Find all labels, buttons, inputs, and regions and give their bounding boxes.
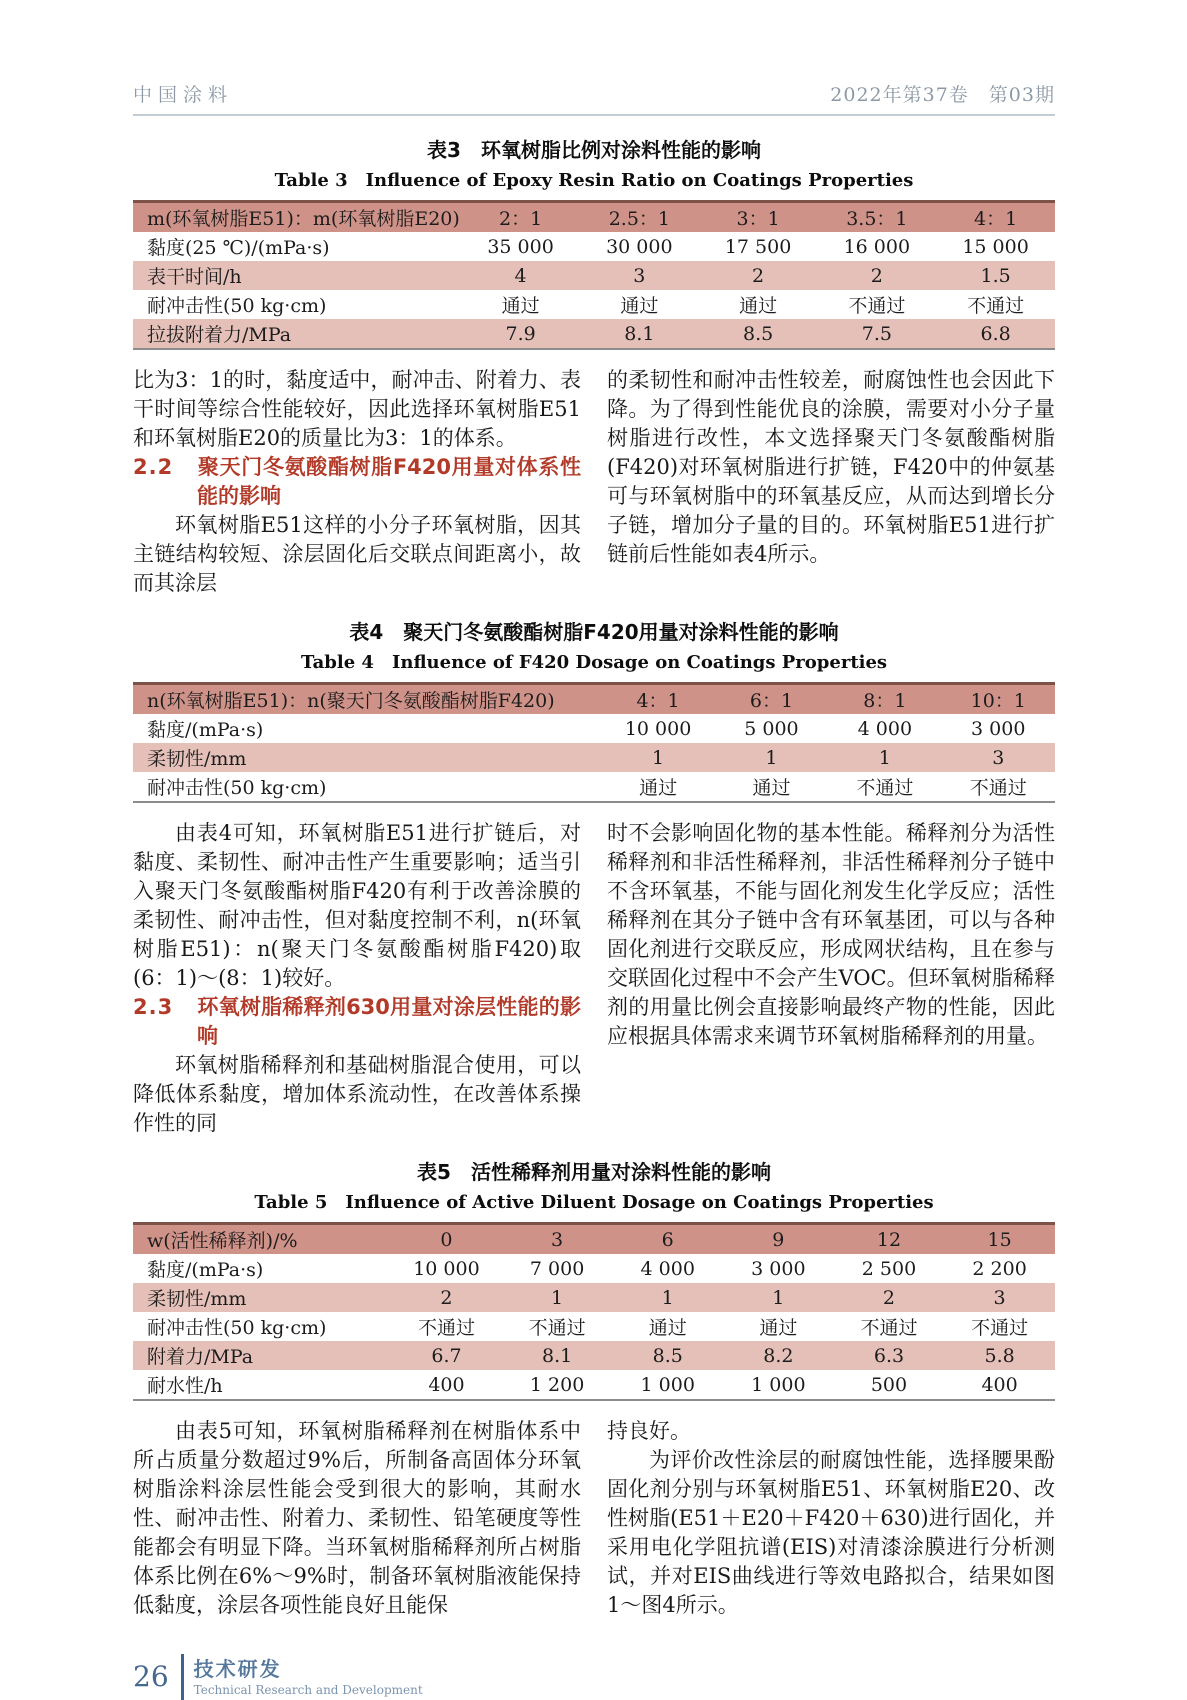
table3-title-en: Table 3 Influence of Epoxy Resin Ratio on Coatings Properties xyxy=(274,170,914,191)
page-footer xyxy=(133,1654,1055,1700)
cell-value: 2 200 xyxy=(972,1257,1027,1280)
cell-value: 4：1 xyxy=(974,208,1018,230)
cell-value: 35 000 xyxy=(487,235,554,258)
table-row xyxy=(133,1370,1055,1399)
cell-value: 2.5：1 xyxy=(608,208,670,230)
cell-value: 8.1 xyxy=(624,322,655,345)
cell-value: 2 xyxy=(882,1286,896,1309)
table-row xyxy=(133,1254,1055,1283)
cell-value: 10 000 xyxy=(413,1257,480,1280)
cell-value: 5.8 xyxy=(984,1344,1015,1367)
cell-value: 4 xyxy=(514,264,527,287)
row-label: 耐水性/h xyxy=(147,1375,223,1397)
cell-value: 不通过 xyxy=(967,295,1025,317)
cell-value: 1 xyxy=(878,746,891,769)
cell-value: 6：1 xyxy=(749,690,794,712)
cell-value: 2 xyxy=(870,264,883,287)
paragraph: 持良好。 xyxy=(607,1419,691,1443)
row-label: 表干时间/h xyxy=(147,266,242,288)
table-row xyxy=(133,1341,1055,1370)
cell-value: 15 000 xyxy=(962,235,1029,258)
page-content xyxy=(133,0,1055,1700)
cell-value: 7.5 xyxy=(861,322,892,345)
paragraph: 环氧树脂稀释剂和基础树脂混合使用，可以降低体系黏度，增加体系流动性，在改善体系操作性的同 xyxy=(133,1053,581,1135)
footer-section-en: Technical Research and Development xyxy=(193,1682,423,1697)
table-row xyxy=(133,203,1055,232)
cell-value: 3：1 xyxy=(736,208,780,230)
cell-value: 5 000 xyxy=(744,717,799,740)
cell-value: 30 000 xyxy=(606,235,673,258)
row-label: 柔韧性/mm xyxy=(147,748,247,770)
cell-value: 6 xyxy=(661,1228,674,1251)
table3 xyxy=(133,200,1055,350)
section-heading: 2.3 环氧树脂稀释剂630用量对涂层性能的影响 xyxy=(133,995,581,1048)
row-label: m(环氧树脂E51)：m(环氧树脂E20) xyxy=(147,208,460,230)
cell-value: 不通过 xyxy=(417,1317,475,1339)
table-row xyxy=(133,261,1055,290)
right-column xyxy=(607,1417,1055,1620)
row-label: 耐冲击性(50 kg·cm) xyxy=(147,295,327,317)
cell-value: 400 xyxy=(981,1373,1018,1396)
cell-value: 1 200 xyxy=(529,1373,585,1396)
cell-value: 7 000 xyxy=(529,1257,585,1280)
text-block-1 xyxy=(133,366,1055,598)
cell-value: 通过 xyxy=(759,1317,798,1339)
table-row xyxy=(133,232,1055,261)
table4-title-en: Table 4 Influence of F420 Dosage on Coatings Properties xyxy=(300,652,888,673)
row-label: n(环氧树脂E51)：n(聚天门冬氨酸酯树脂F420) xyxy=(147,690,555,712)
cell-value: 2 500 xyxy=(861,1257,917,1280)
cell-value: 通过 xyxy=(501,295,540,317)
cell-value: 3 xyxy=(992,746,1005,769)
cell-value: 8.1 xyxy=(541,1344,573,1367)
cell-value: 通过 xyxy=(639,777,678,799)
cell-value: 2 xyxy=(752,264,765,287)
cell-value: 3 000 xyxy=(971,717,1026,740)
cell-value: 不通过 xyxy=(860,1317,918,1339)
cell-value: 8.2 xyxy=(763,1344,794,1367)
section-number: 2.2 xyxy=(133,455,174,479)
cell-value: 不通过 xyxy=(969,777,1027,799)
cell-value: 7.9 xyxy=(505,322,536,345)
paragraph: 由表5可知，环氧树脂稀释剂在树脂体系中所占质量分数超过9%后，所制备高固体分环氧树脂涂料涂层性能会受到很大的影响，其耐水性、耐冲击性、附着力、柔韧性、铅笔硬度等性能都会有明显下降。当环氧树脂稀释剂所占树脂体系比例在6%～9%时，制备环氧树脂液能保持低黏度，涂层各项性能良好且能保 xyxy=(133,1419,581,1617)
paragraph: 的柔韧性和耐冲击性较差，耐腐蚀性也会因此下降。为了得到性能优良的涂膜，需要对小分子量树脂进行改性，本文选择聚天门冬氨酸酯树脂(F420)对环氧树脂进行扩链，F420中的仲氨基可与环氧树脂中的环氧基反应，从而达到增长分子链，增加分子量的目的。环氧树脂E51进行扩链前后性能如表4所示。 xyxy=(607,368,1055,566)
cell-value: 通过 xyxy=(648,1317,687,1339)
cell-value: 8.5 xyxy=(652,1344,683,1367)
cell-value: 2 xyxy=(440,1286,453,1309)
cell-value: 1 xyxy=(652,746,665,769)
cell-value: 通过 xyxy=(752,777,791,799)
footer-section xyxy=(194,1658,423,1697)
table4-block xyxy=(133,616,1055,803)
cell-value: 9 xyxy=(772,1228,785,1251)
issue-info: 2022年第37卷 第03期 xyxy=(830,84,1055,106)
row-label: 黏度(25 ℃)/(mPa·s) xyxy=(147,237,330,259)
cell-value: 4 000 xyxy=(857,717,913,740)
table4-title-cn: 表4 聚天门冬氨酸酯树脂F420用量对涂料性能的影响 xyxy=(349,620,839,644)
row-label: 柔韧性/mm xyxy=(147,1288,247,1310)
cell-value: 8.5 xyxy=(742,322,774,345)
paragraph: 比为3：1的时，黏度适中，耐冲击、附着力、表干时间等综合性能较好，因此选择环氧树脂E51和环氧树脂E20的质量比为3：1的体系。 xyxy=(133,368,581,450)
cell-value: 3 xyxy=(551,1228,564,1251)
left-column xyxy=(133,1417,581,1620)
row-label: 黏度/(mPa·s) xyxy=(147,719,264,741)
cell-value: 4：1 xyxy=(636,690,680,712)
table-row xyxy=(133,743,1055,772)
row-label: 黏度/(mPa·s) xyxy=(147,1259,264,1281)
cell-value: 通过 xyxy=(620,295,659,317)
cell-value: 1.5 xyxy=(980,264,1011,287)
cell-value: 17 500 xyxy=(724,235,792,258)
cell-value: 15 xyxy=(987,1228,1012,1251)
row-label: w(活性稀释剂)/% xyxy=(147,1230,298,1252)
cell-value: 400 xyxy=(428,1373,465,1396)
cell-value: 1 xyxy=(765,746,778,769)
cell-value: 通过 xyxy=(739,295,778,317)
cell-value: 1 000 xyxy=(751,1373,806,1396)
cell-value: 3 xyxy=(993,1286,1006,1309)
footer-section-cn: 技术研发 xyxy=(193,1656,282,1681)
table-row xyxy=(133,1283,1055,1312)
right-column xyxy=(607,366,1055,598)
paragraph: 为评价改性涂层的耐腐蚀性能，选择腰果酚固化剂分别与环氧树脂E51、环氧树脂E20、改性树脂(E51＋E20＋F420＋630)进行固化，并采用电化学阻抗谱(EIS)对清漆涂膜进行分析测试，并对EIS曲线进行等效电路拟合，结果如图1～图4所示。 xyxy=(607,1448,1055,1617)
cell-value: 不通过 xyxy=(528,1317,586,1339)
cell-value: 3.5：1 xyxy=(846,208,908,230)
cell-value: 10：1 xyxy=(970,690,1026,712)
cell-value: 4 000 xyxy=(640,1257,695,1280)
table3-title-cn: 表3 环氧树脂比例对涂料性能的影响 xyxy=(427,138,761,162)
table-row xyxy=(133,290,1055,319)
footer-divider xyxy=(181,1654,184,1700)
cell-value: 10 000 xyxy=(624,717,692,740)
text-block-3 xyxy=(133,1417,1055,1620)
table-row xyxy=(133,1225,1055,1254)
paragraph: 时不会影响固化物的基本性能。稀释剂分为活性稀释剂和非活性稀释剂，非活性稀释剂分子链中不含环氧基，不能与固化剂发生化学反应；活性稀释剂在其分子链中含有环氧基团，可以与各种固化剂进行交联反应，形成网状结构，且在参与交联固化过程中不会产生VOC。但环氧树脂稀释剂的用量比例会直接影响最终产物的性能，因此应根据具体需求来调节环氧树脂稀释剂的用量。 xyxy=(607,821,1055,1048)
cell-value: 1 xyxy=(551,1286,564,1309)
cell-value: 12 xyxy=(876,1228,902,1251)
row-label: 耐冲击性(50 kg·cm) xyxy=(147,1317,327,1339)
page-number: 26 xyxy=(133,1660,169,1693)
cell-value: 6.3 xyxy=(873,1344,905,1367)
table3-block xyxy=(133,134,1055,350)
cell-value: 0 xyxy=(440,1228,453,1251)
cell-value: 2：1 xyxy=(499,208,543,230)
cell-value: 16 000 xyxy=(843,235,911,258)
table5-block xyxy=(133,1156,1055,1401)
cell-value: 500 xyxy=(870,1373,908,1396)
table-row xyxy=(133,714,1055,743)
row-label: 耐冲击性(50 kg·cm) xyxy=(147,777,327,799)
cell-value: 6.7 xyxy=(431,1344,462,1367)
cell-value: 1 000 xyxy=(640,1373,695,1396)
text-block-2 xyxy=(133,819,1055,1138)
row-label: 拉拔附着力/MPa xyxy=(147,324,292,346)
left-column xyxy=(133,819,581,1138)
paragraph: 由表4可知，环氧树脂E51进行扩链后，对黏度、柔韧性、耐冲击性产生重要影响；适当引入聚天门冬氨酸酯树脂F420有利于改善涂膜的柔韧性、耐冲击性，但对黏度控制不利，n(环氧树脂E51)：n(聚天门冬氨酸酯树脂F420)取(6：1)～(8：1)较好。 xyxy=(133,821,581,990)
section-number: 2.3 xyxy=(133,995,174,1019)
running-head xyxy=(133,80,1055,116)
table-row xyxy=(133,685,1055,714)
table4 xyxy=(133,682,1055,803)
table5-title-cn: 表5 活性稀释剂用量对涂料性能的影响 xyxy=(417,1160,771,1184)
cell-value: 3 000 xyxy=(751,1257,806,1280)
section-heading: 2.2 聚天门冬氨酸酯树脂F420用量对体系性能的影响 xyxy=(133,455,581,508)
cell-value: 6.8 xyxy=(980,322,1011,345)
paragraph: 环氧树脂E51这样的小分子环氧树脂，因其主链结构较短、涂层固化后交联点间距离小，故而其涂层 xyxy=(133,513,581,595)
right-column xyxy=(607,819,1055,1138)
table5-title-en: Table 5 Influence of Active Diluent Dosage on Coatings Properties xyxy=(254,1192,934,1213)
left-column xyxy=(133,366,581,598)
cell-value: 不通过 xyxy=(971,1317,1029,1339)
table-row xyxy=(133,772,1055,801)
cell-value: 不通过 xyxy=(856,777,914,799)
journal-title: 中国涂料 xyxy=(133,84,234,106)
table-row xyxy=(133,319,1055,348)
cell-value: 1 xyxy=(772,1286,785,1309)
cell-value: 3 xyxy=(633,264,646,287)
table5 xyxy=(133,1222,1055,1401)
cell-value: 1 xyxy=(661,1286,674,1309)
cell-value: 不通过 xyxy=(848,295,906,317)
row-label: 附着力/MPa xyxy=(147,1346,254,1368)
cell-value: 8：1 xyxy=(863,690,907,712)
table-row xyxy=(133,1312,1055,1341)
